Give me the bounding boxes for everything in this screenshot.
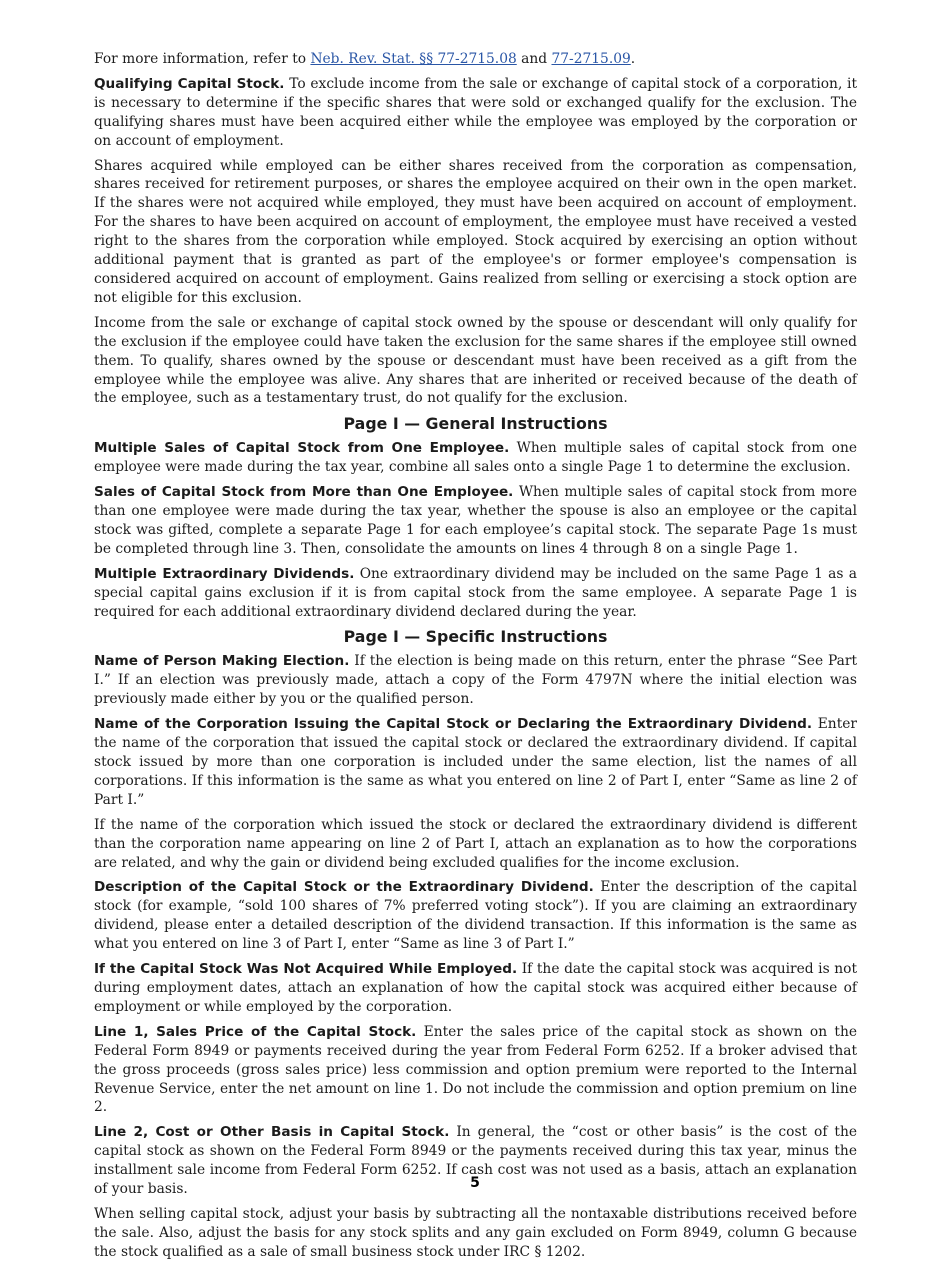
specific-text: If the election is being made on this return, enter the phrase “See Part I.” If an election was previously made, attach a copy of the Form 4797N where the initial election was previously made either by you or the qualified person. [94, 653, 858, 708]
page-number: 5 [470, 1175, 480, 1191]
general-item-heading: Sales of Capital Stock from More than One Employee. [94, 484, 514, 501]
general-item-text: When multiple sales of capital stock from more than one employee were made during the tax year, whether the spouse is also an employee or the capital stock was gifted, complete a separate Page 1 for each employee’s capital stock. The separate Page 1s must be completed through line 3. Then, consolidate the amounts on lines 4 through 8 on a single Page 1. [94, 484, 857, 557]
general-instructions-title: Page I — General Instructions [343, 414, 608, 434]
specific-text: If the date the capital stock was acquired is not during employment dates, attach an explanation of how the capital stock was acquired either because of employment or while employed by the corporation. [94, 961, 857, 1015]
general-item-multiple-sales [94, 439, 857, 477]
specific-name-corporation-2: If the name of the corporation which issued the stock or declared the extraordinary dividend is different than the corporation name appearing on line 2 of Part I, attach an explanation as to how the corporations are related, and why the gain or dividend being excluded qualifies for the income exclusion. [94, 816, 857, 871]
specific-text: Enter the description of the capital stock (for example, “sold 100 shares of 7% preferred voting stock”). If you are claiming an extraordinary dividend, please enter a detailed description of the dividend transaction. If this information is the same as what you entered on line 3 of Part I, enter “Same as line 3 of Part I.” [94, 879, 858, 953]
specific-description [94, 878, 857, 954]
specific-heading: Name of Person Making Election. [94, 653, 350, 670]
instructions-page [94, 50, 857, 1268]
specific-line-1 [94, 1023, 857, 1118]
qualifying-paragraph-1 [94, 75, 857, 151]
specific-line-2-adjust: When selling capital stock, adjust your basis by subtracting all the nontaxable distributions received before the sale. Also, adjust the basis for any stock splits and any gain excluded on Form 8949, column G because the stock qualified as a sale of small business stock under IRC § 1202. [94, 1205, 857, 1260]
specific-instructions-title: Page I — Specific Instructions [343, 627, 608, 647]
intro-text: For more information, refer to [94, 51, 311, 67]
specific-not-acquired [94, 960, 857, 1017]
intro-conjunction: and [516, 51, 552, 67]
specific-text: Enter the sales price of the capital stock as shown on the Federal Form 8949 or payments received during the year from Federal Form 6252. If a broker advised that the gross proceeds (gross sales price) less commission and option premium were reported to the Internal Revenue Service, enter the net amount on line 1. Do not include the commission and option premium on line 2. [94, 1023, 858, 1116]
specific-text: Enter the name of the corporation that issued the capital stock or declared the extraordinary dividend. If capital stock issued by more than one corporation is included under the same election, list the names of all corporations. If this information is the same as what you entered on line 2 of Part I, enter “Same as line 2 of Part I.” [94, 716, 857, 808]
specific-text: In general, the “cost or other basis” is the cost of the capital stock as shown on the Federal Form 8949 or the payments received during this tax year, minus the installment sale income from Federal Form 6252. If cash cost was not used as a basis, attach an explanation of your basis. [94, 1124, 858, 1198]
qualifying-text-1: To exclude income from the sale or exchange of capital stock of a corporation, it is necessary to determine if the specific shares that were sold or exchanged qualify for the exclusion. The qualifying shares must have been acquired either while the employee was employed by the corporation or on account of employment. [94, 75, 858, 149]
qualifying-heading: Qualifying Capital Stock. [94, 75, 285, 92]
specific-heading: Line 2, Cost or Other Basis in Capital Stock. [94, 1124, 450, 1141]
general-item-heading: Multiple Extraordinary Dividends. [94, 565, 355, 582]
general-item-more-than-one-employee [94, 483, 857, 559]
specific-heading: Name of the Corporation Issuing the Capital Stock or Declaring the Extraordinary Dividend. [94, 716, 813, 733]
specific-heading: If the Capital Stock Was Not Acquired While Employed. [94, 961, 518, 978]
specific-heading: Line 1, Sales Price of the Capital Stock. [94, 1023, 417, 1040]
statute-link-77-2715-09[interactable]: 77-2715.09 [551, 51, 631, 67]
intro-paragraph [94, 50, 857, 69]
general-item-text: When multiple sales of capital stock from one employee were made during the tax year, combine all sales onto a single Page 1 to determine the exclusion. [94, 440, 857, 476]
statute-link-77-2715-08[interactable]: Neb. Rev. Stat. §§ 77-2715.08 [310, 51, 517, 67]
specific-heading: Description of the Capital Stock or the Extraordinary Dividend. [94, 879, 594, 896]
general-item-text: One extraordinary dividend may be included on the same Page 1 as a special capital gains exclusion if it is from capital stock from the same employee. A separate Page 1 is required for each additional extraordinary dividend declared during the year. [94, 565, 857, 620]
specific-name-person [94, 652, 857, 709]
qualifying-paragraph-2: Shares acquired while employed can be either shares received from the corporation as compensation, shares received for retirement purposes, or shares the employee acquired on their own in the open market. If the shares were not acquired while employed, they must have been acquired on account of employment. For the shares to have been acquired on account of employment, the employee must have received a vested right to the shares from the corporation while employed. Stock acquired by exercising an option without additional payment that is granted as part of the employee's or former employee's compensation is considered acquired on account of employment. Gains realized from selling or exercising a stock option are not eligible for this exclusion. [94, 157, 857, 306]
qualifying-paragraph-3: Income from the sale or exchange of capital stock owned by the spouse or descendant will only qualify for the exclusion if the employee could have taken the exclusion for the same shares if the employee still owned them. To qualify, shares owned by the spouse or descendant must have been received as a gift from the employee while the employee was alive. Any shares that are inherited or received because of the death of the employee, such as a testamentary trust, do not qualify for the exclusion. [94, 314, 857, 407]
general-item-heading: Multiple Sales of Capital Stock from One Employee. [94, 440, 510, 457]
general-item-extraordinary-dividends [94, 565, 857, 622]
specific-name-corporation [94, 715, 857, 810]
intro-period: . [630, 51, 636, 67]
